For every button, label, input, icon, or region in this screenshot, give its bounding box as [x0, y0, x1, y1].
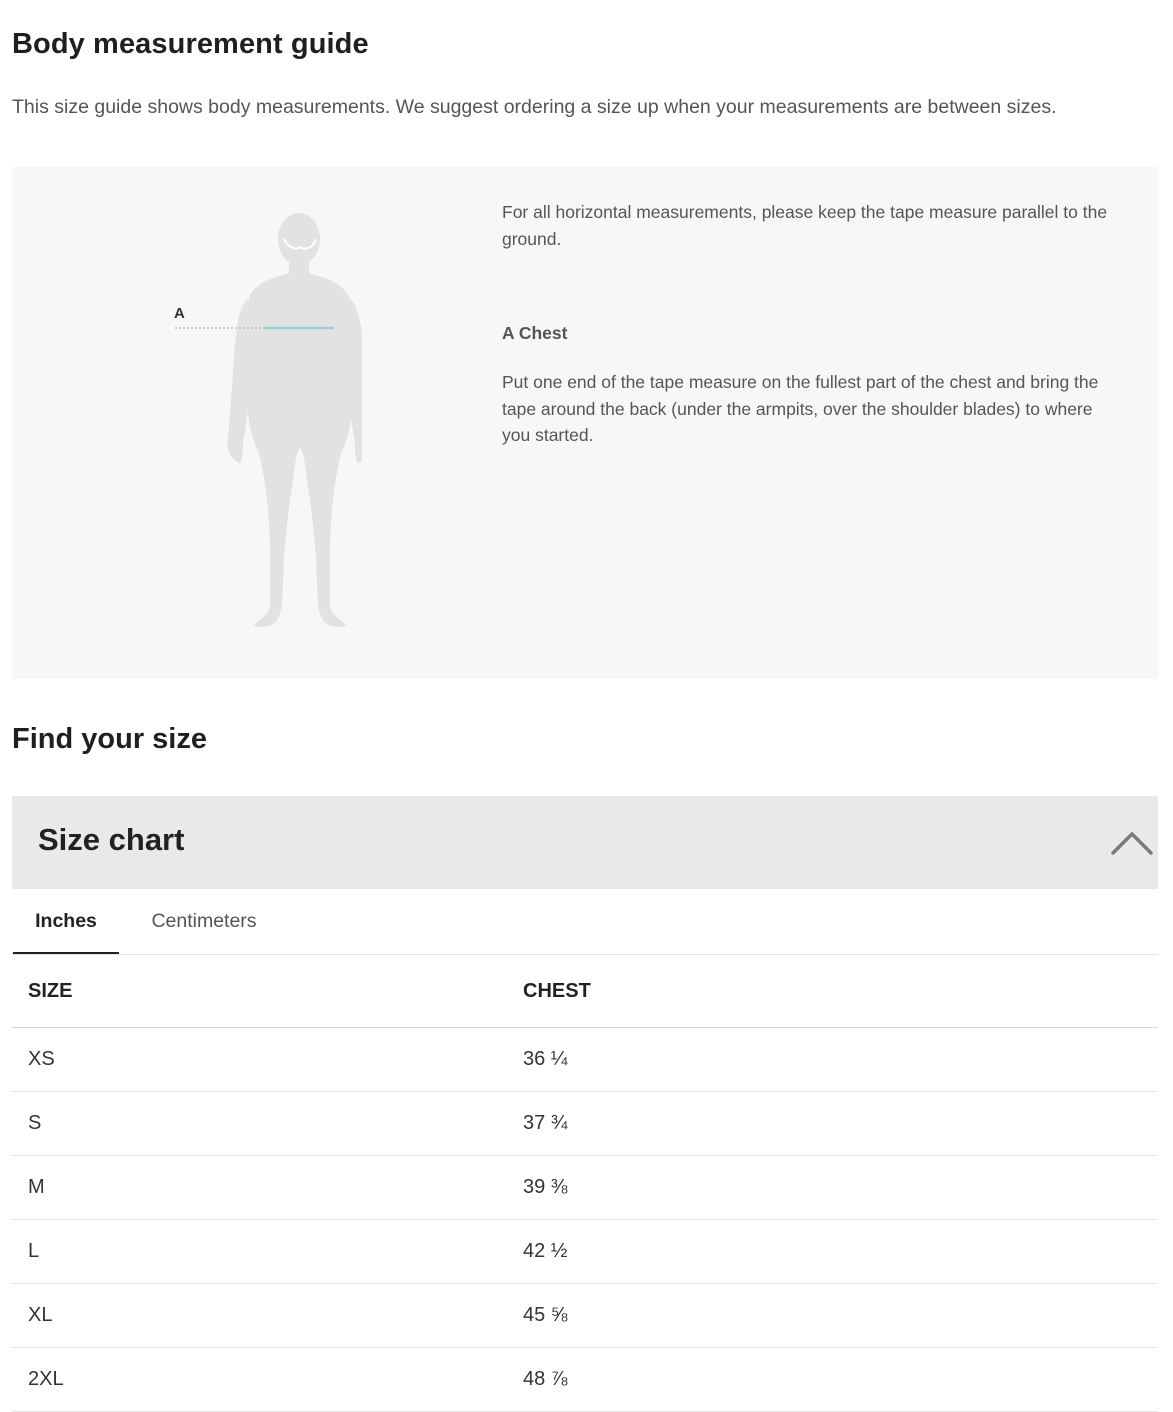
size-cell: 2XL [12, 1348, 507, 1412]
chest-cell: 39 ⅜ [507, 1156, 1158, 1220]
table-row [12, 1284, 1158, 1348]
size-cell: XL [12, 1284, 507, 1348]
chest-heading: A Chest [502, 323, 568, 343]
column-header-chest: CHEST [507, 955, 1158, 1028]
chest-description: Put one end of the tape measure on the fullest part of the chest and bring the tape around the back (under the armpits, over the shoulder blades) to where you started. [502, 372, 1099, 445]
chest-cell: 36 ¼ [507, 1028, 1158, 1092]
chest-cell: 42 ½ [507, 1220, 1158, 1284]
table-row [12, 1220, 1158, 1284]
size-cell: M [12, 1156, 507, 1220]
body-figure [162, 207, 362, 627]
size-chart-accordion-header[interactable] [12, 796, 1158, 889]
table-row [12, 1028, 1158, 1092]
chest-cell: 37 ¾ [507, 1092, 1158, 1156]
horizontal-measurement-note: For all horizontal measurements, please keep the tape measure parallel to the ground. [502, 202, 1108, 249]
body-silhouette-image [162, 207, 362, 627]
table-row [12, 1348, 1158, 1412]
page-title: Body measurement guide [12, 28, 369, 60]
tab-centimeters[interactable]: Centimeters [151, 910, 257, 932]
chest-cell: 45 ⅝ [507, 1284, 1158, 1348]
chevron-up-icon[interactable] [1110, 826, 1154, 858]
chest-cell: 48 ⅞ [507, 1348, 1158, 1412]
size-cell: XS [12, 1028, 507, 1092]
size-cell: L [12, 1220, 507, 1284]
size-table [12, 955, 1158, 1412]
find-your-size-title: Find your size [12, 723, 207, 755]
unit-tabs [12, 889, 1158, 955]
measurement-marker-a: A [174, 305, 185, 322]
intro-text: This size guide shows body measurements. We suggest ordering a size up when your measurements are between sizes. [12, 96, 1057, 118]
tab-inches[interactable]: Inches [13, 889, 119, 954]
table-header-row [12, 955, 1158, 1028]
measurement-guide-panel [12, 167, 1158, 679]
column-header-size: SIZE [12, 955, 507, 1028]
size-chart-title: Size chart [38, 822, 185, 857]
table-row [12, 1156, 1158, 1220]
size-cell: S [12, 1092, 507, 1156]
table-row [12, 1092, 1158, 1156]
